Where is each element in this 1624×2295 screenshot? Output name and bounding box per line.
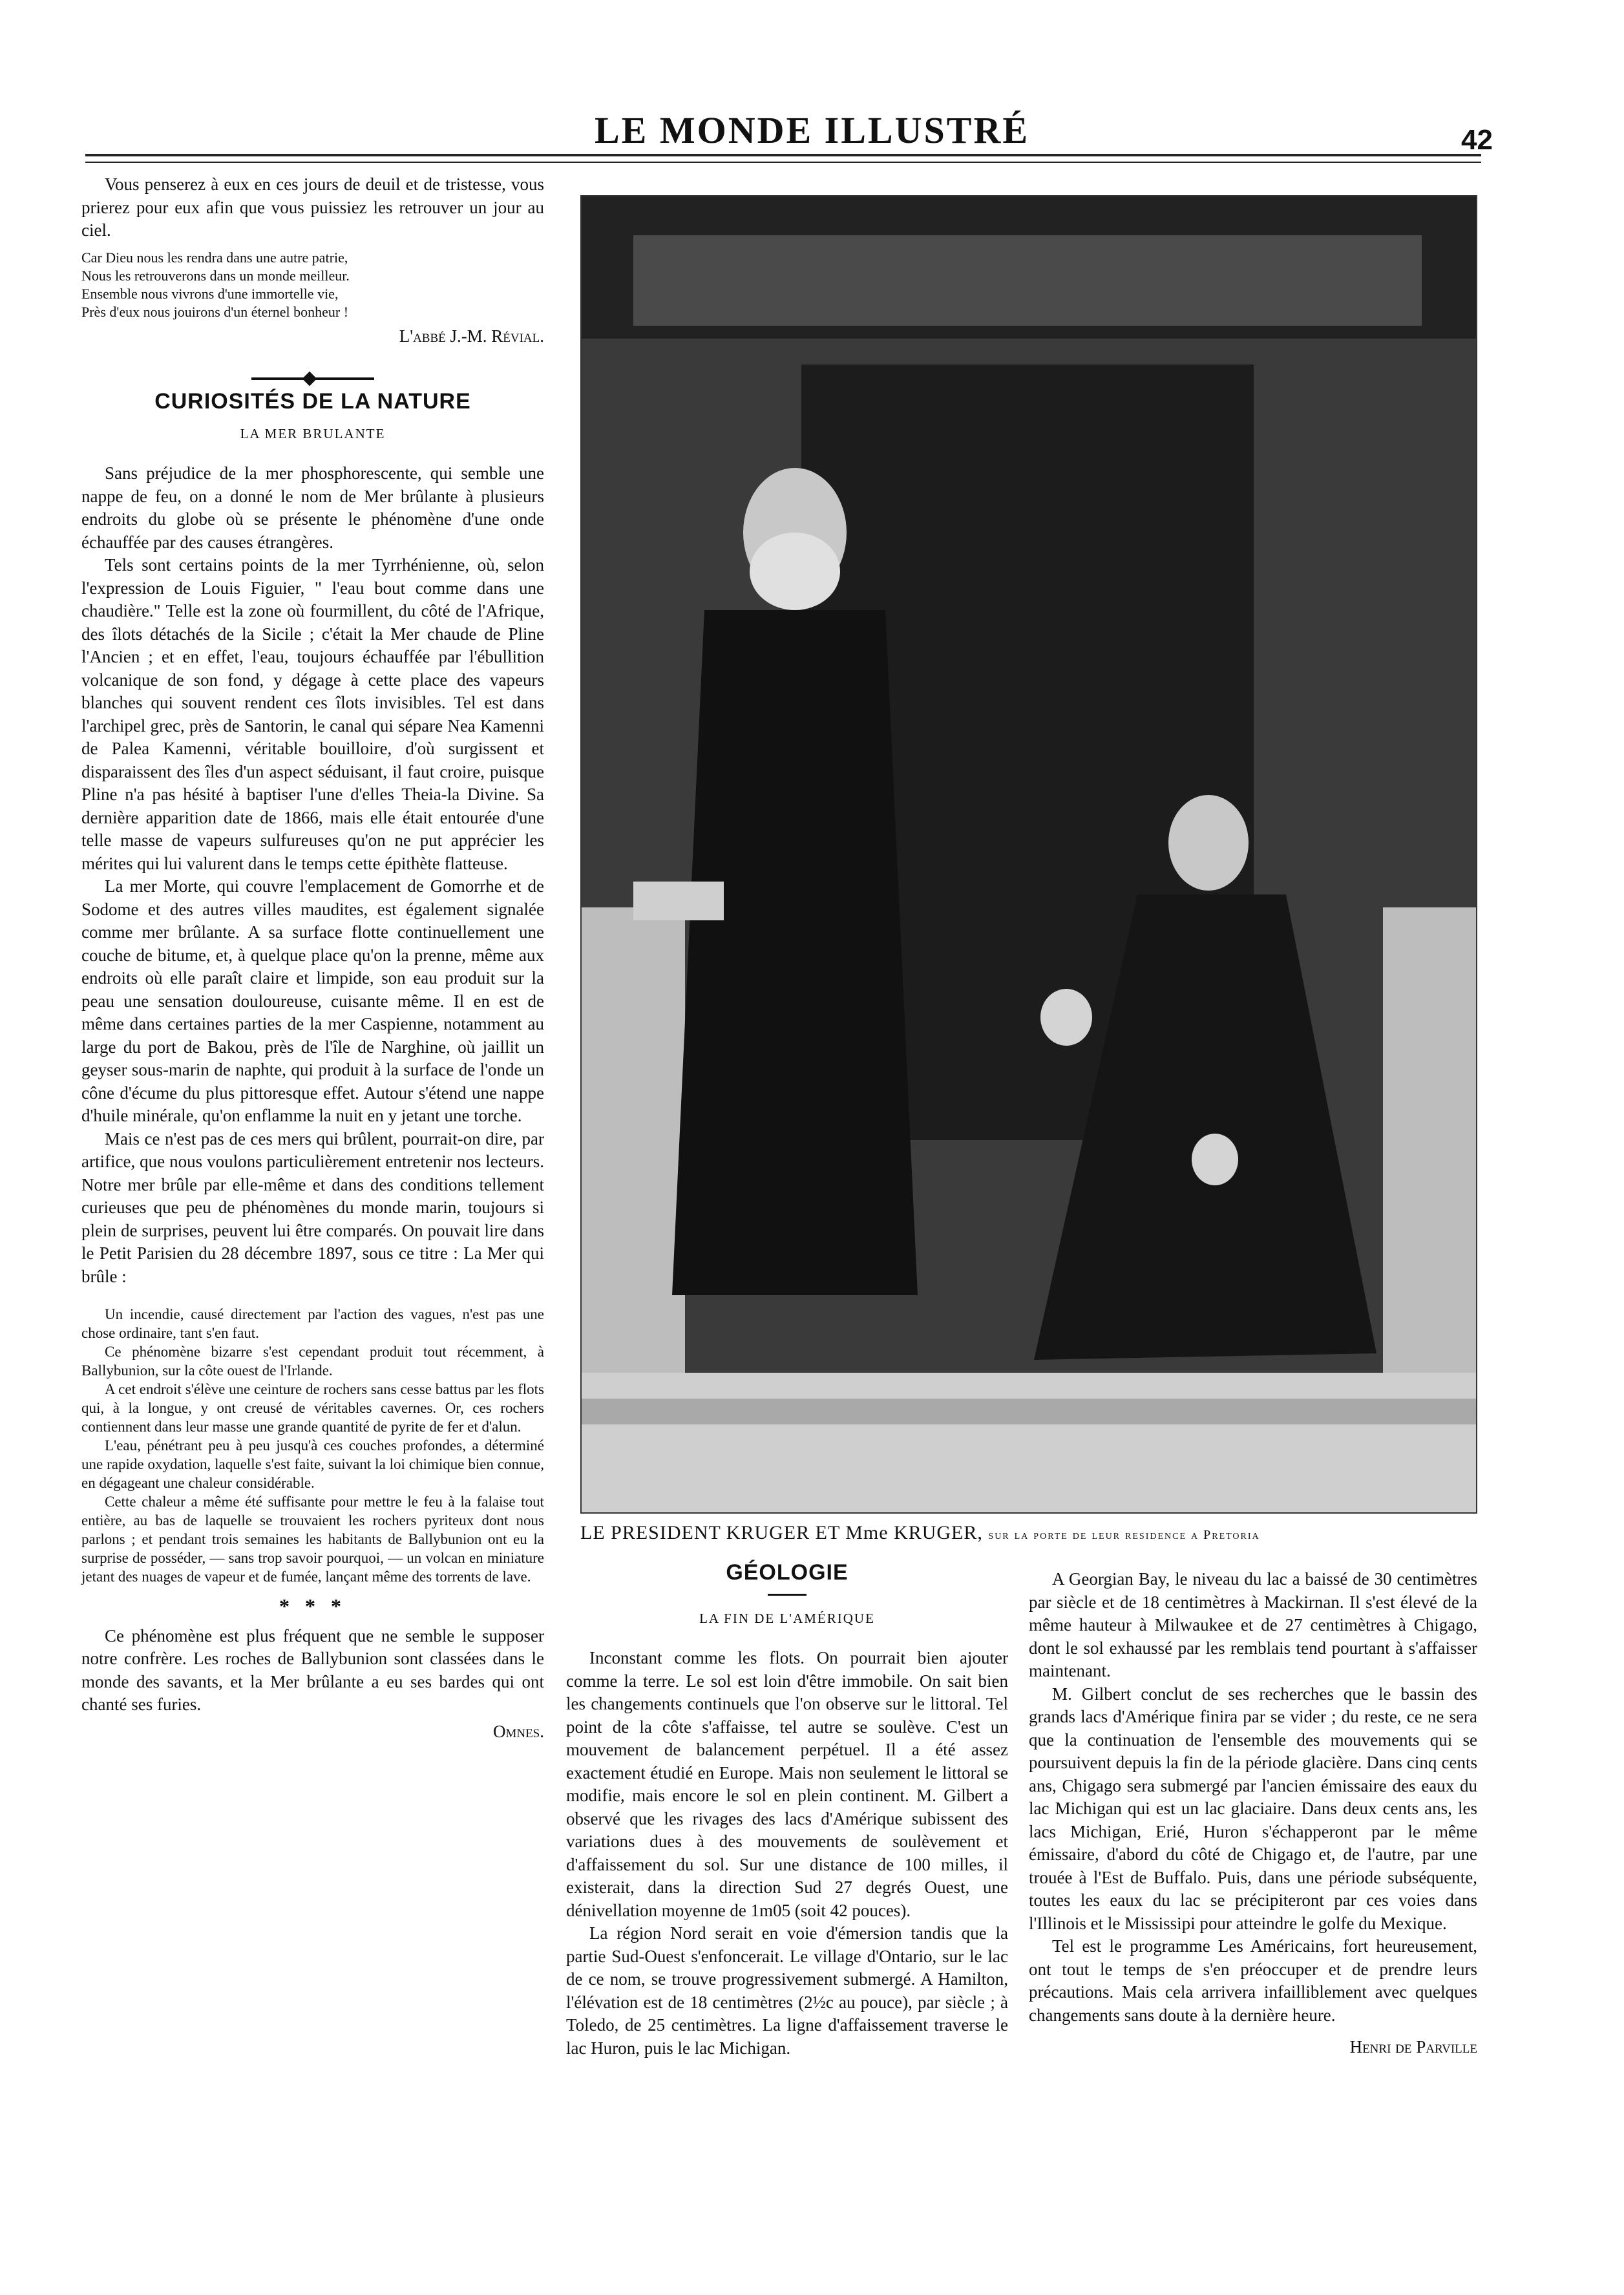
quote-paragraph: L'eau, pénétrant peu à peu jusqu'à ces couches profondes, a déterminé une rapide oxydation, laquelle s'est faite, suivant la loi chimique bien connue, en dégageant une chaleur considérable.	[81, 1437, 544, 1491]
section-ornament	[81, 366, 544, 376]
intro-paragraph: Vous penserez à eux en ces jours de deuil et de tristesse, vous prierez pour eux afin que vous puissiez les retrouver un jour au ciel.	[81, 175, 544, 240]
verse-line: Nous les retrouverons dans un monde meilleur.	[81, 267, 350, 284]
header-rule	[85, 154, 1481, 156]
caption-main: LE PRESIDENT KRUGER ET Mme KRUGER,	[580, 1522, 983, 1543]
verse-line: Car Dieu nous les rendra dans une autre patrie,	[81, 249, 348, 266]
left-column	[81, 173, 544, 1743]
section-title-geologie: GÉOLOGIE	[726, 1560, 849, 1585]
verse-signature: L'abbé J.-M. Révial.	[399, 326, 544, 346]
article-paragraph: Tel est le programme Les Américains, fort heureusement, ont tout le temps de s'en préoccuper et de prendre leurs précautions. Mais cela arrivera infailliblement avec quelques changements sans doute à la dernière heure.	[1029, 1936, 1477, 2025]
closing-signature: Omnes.	[492, 1721, 544, 1741]
photo-caption	[580, 1522, 1475, 1544]
kruger-photograph	[580, 195, 1477, 1514]
page-number: 42	[1461, 124, 1493, 156]
masthead-title: LE MONDE ILLUSTRÉ	[594, 109, 1030, 151]
section-rule	[768, 1594, 807, 1596]
right-column	[1029, 1568, 1477, 2059]
author-signature: Henri de Parville	[1349, 2037, 1477, 2057]
quote-paragraph: A cet endroit s'élève une ceinture de rochers sans cesse battus par les flots qui, à la longue, y ont creusé de véritables cavernes. Or, ces rochers contiennent dans leur masse une grande quantité de pyrite de fer et d'alun.	[81, 1381, 544, 1435]
verse-line: Près d'eux nous jouirons d'un éternel bonheur !	[81, 303, 349, 320]
verse-line: Ensemble nous vivrons d'une immortelle vie,	[81, 285, 339, 302]
asterism: * * *	[279, 1594, 346, 1618]
verse-block	[81, 249, 544, 321]
article-paragraph: La région Nord serait en voie d'émersion tandis que la partie Sud-Ouest s'enfoncerait. Le village d'Ontario, sur le lac de ce nom, se trouve progressivement submergé. A Hamilton, l'élévation est de 18 centimètres (2½c au pouce), par siècle ; à Toledo, de 25 centimètres. La ligne d'affaissement traverse le lac Huron, puis le lac Michigan.	[566, 1923, 1008, 2058]
article-paragraph: Sans préjudice de la mer phosphorescente, qui semble une nappe de feu, on a donné le nom de Mer brûlante à plusieurs endroits du globe où se présente le phénomène d'une onde échauffée par des causes étrangères.	[81, 463, 544, 552]
article-paragraph: Inconstant comme les flots. On pourrait bien ajouter comme la terre. Le sol est loin d'être immobile. On sait bien les changements continuels que l'on observe sur le littoral. Tel point de la côte s'affaisse, tel autre se soulève. C'est un mouvement de balancement perpétuel. Il a été assez exactement étudié en Europe. Mais non seulement le littoral se modifie, mais encore le sol en plein continent. M. Gilbert a observé que les rivages des lacs d'Amérique subissent des variations dues à des mouvements de soulèvement et d'affaissement du sol. Sur une distance de 100 milles, il existerait, dans la direction Sud 27 degrés Ouest, une dénivellation moyenne de 1m05 (soit 42 pouces).	[566, 1648, 1008, 1920]
article-paragraph: Tels sont certains points de la mer Tyrrhénienne, où, selon l'expression de Louis Figuier, " l'eau bout comme dans une chaudière." Telle est la zone où fourmillent, du côté de l'Afrique, des îlots détachés de la Sicile ; c'était la Mer chaude de Pline l'Ancien ; et en effet, l'eau, toujours échauffée par l'ébullition volcanique de son fond, y dégage à cette place des vapeurs blanches qui souvent rendent ces îlots invisibles. Tel est dans l'archipel grec, près de Santorin, le canal qui sépare Nea Kamenni de Palea Kamenni, véritable bouilloire, d'où surgissent et disparaissent des îles d'un aspect séduisant, il faut croire, puisque Pline n'a pas hésité à baptiser l'une d'elles Theia-la Divine. Sa dernière apparition date de 1866, mais elle était entourée d'une telle masse de vapeurs sulfureuses qu'on ne put apprécier les mérites qui lui valurent dans le temps cette épithète flatteuse.	[81, 555, 544, 873]
middle-column	[566, 1561, 1008, 2060]
header-rule-thin	[85, 162, 1481, 163]
article-paragraph: La mer Morte, qui couvre l'emplacement de Gomorrhe et de Sodome et des autres villes maudites, est également signalée comme mer brûlante. A sa surface flotte continuellement une couche de bitume, et, à quelque place qu'on la prenne, même aux endroits où elle paraît claire et limpide, son eau produit sur la peau une sensation douloureuse, cuisante même. Il en est de même dans certaines parties de la mer Caspienne, notamment au large du port de Bakou, près de l'île de Narghine, où jaillit un geyser sous-marin de naphte, qui produit à la surface de l'onde un cône d'écume du plus pittoresque effet. Autour s'étend une nappe d'huile minérale, qu'on enflamme la nuit en y jetant une torche.	[81, 876, 544, 1125]
article-paragraph: M. Gilbert conclut de ses recherches que le bassin des grands lacs d'Amérique finira par se vider ; du reste, ce ne sera que la continuation de l'ensemble des mouvements qui se poursuivent depuis la fin de la période glacière. Dans cinq cents ans, Chigago sera submergé par l'ancien émissaire des eaux du lac Michigan qui est un lac glaciaire. Dans deux cents ans, les lacs Michigan, Erié, Huron s'échapperont par le même émissaire, d'abord du côté de Chigago et, de l'autre, par une trouée à l'Est de Buffalo. Puis, dans une période subséquente, toutes les eaux du lac se précipiteront par ces voies dans l'Illinois et le Mississipi pour atteindre le golfe du Mexique.	[1029, 1684, 1477, 1933]
caption-location: sur la porte de leur residence a Pretoria	[988, 1528, 1260, 1542]
quoted-article	[81, 1305, 544, 1586]
quote-paragraph: Cette chaleur a même été suffisante pour mettre le feu à la falaise tout entière, au bas de laquelle se trouvaient les rochers pyriteux dont nous parlons ; et pendant trois semaines les habitants de Ballybunion ont eu la surprise de posséder, — sans trop savoir pourquoi, — un volcan en miniature jetant des nuages de vapeur et de fumée, lançant même des torrents de lave.	[81, 1494, 544, 1585]
closing-paragraph: Ce phénomène est plus fréquent que ne semble le supposer notre confrère. Les roches de Ballybunion sont classées dans le monde des savants, et la Mer brûlante a eu ses bardes qui ont chanté ses furies.	[81, 1625, 544, 1714]
photograph-illustration	[582, 196, 1476, 1512]
section-subtitle-fin-amerique: LA FIN DE L'AMÉRIQUE	[699, 1610, 875, 1626]
article-paragraph: Mais ce n'est pas de ces mers qui brûlent, pourrait-on dire, par artifice, que nous voulons particulièrement entretenir nos lecteurs. Notre mer brûle par elle-même et dans des conditions tellement curieuses que peu de phénomènes du monde marin, toujours si plein de surprises, peuvent lui être comparés. On pouvait lire dans le Petit Parisien du 28 décembre 1897, sous ce titre : La Mer qui brûle :	[81, 1128, 544, 1286]
quote-paragraph: Ce phénomène bizarre s'est cependant produit tout récemment, à Ballybunion, sur la côte ouest de l'Irlande.	[81, 1344, 544, 1379]
article-paragraph: A Georgian Bay, le niveau du lac a baissé de 30 centimètres par siècle et de 18 centimètres à Mackirnan. Il s'est élevé de la même hauteur à Milwaukee et de 27 centimètres à Chigago, dont le sol exhaussé par les remblais tend pourtant à s'affaisser maintenant.	[1029, 1569, 1477, 1680]
quote-paragraph: Un incendie, causé directement par l'action des vagues, n'est pas une chose ordinaire, tant s'en faut.	[81, 1306, 544, 1341]
section-subtitle-mer-brulante: LA MER BRULANTE	[240, 425, 386, 441]
section-title-curiosites: CURIOSITÉS DE LA NATURE	[154, 389, 471, 414]
